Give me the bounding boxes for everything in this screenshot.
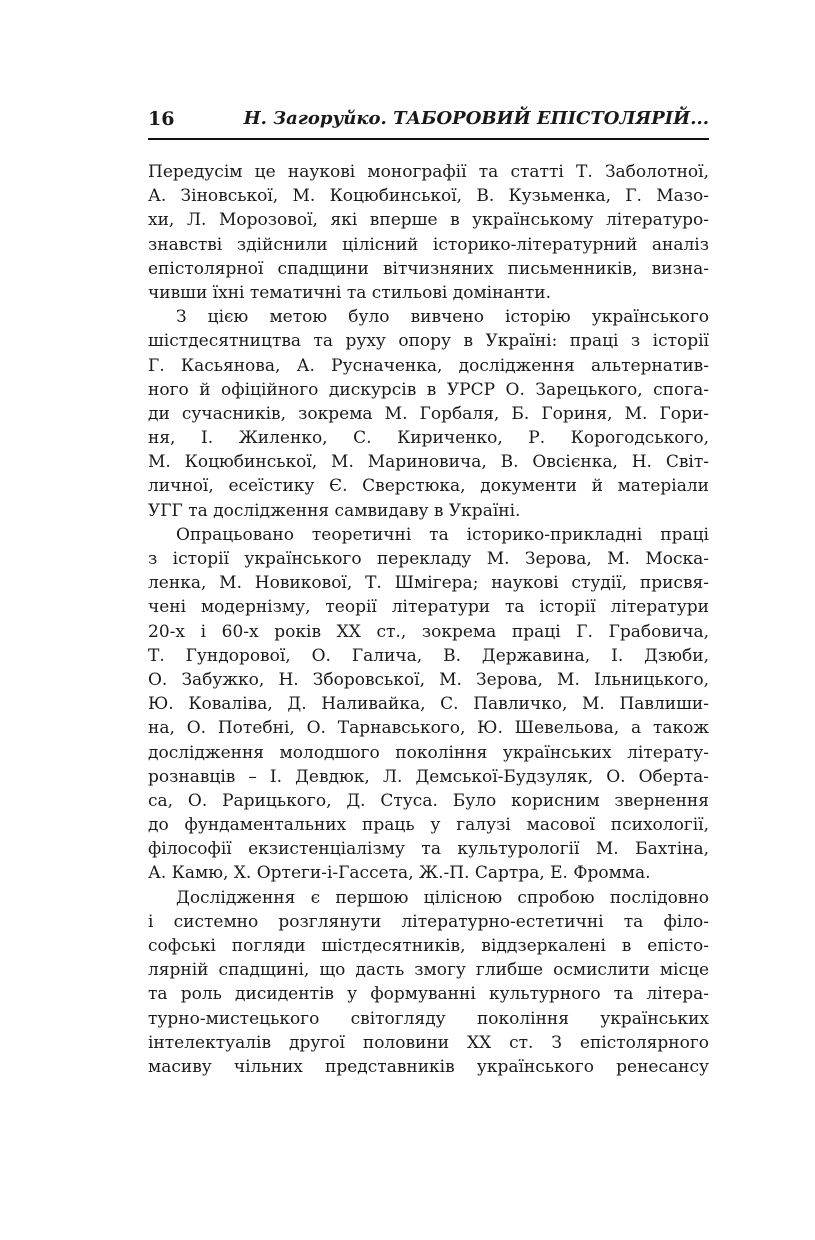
text-line: епістолярної спадщини вітчизняних письменників, визна- [148,258,709,279]
text-line: інтелектуалів другої половини ХХ ст. З епістолярного [148,1032,709,1053]
text-line: ня, І. Жиленко, С. Кириченко, Р. Корогодського, [148,428,709,449]
text-line: УГГ та дослідження самвидаву в Україні. [148,500,521,521]
text-line: рознавців – І. Девдюк, Л. Демської-Будзуляк, О. Оберта- [148,766,709,787]
text-line: шістдесятництва та руху опору в Україні: праці з історії [148,331,709,352]
text-line: лярній спадщині, що дасть змогу глибше осмислити місце [148,960,709,981]
text-line: ди сучасників, зокрема М. Горбаля, Б. Гориня, М. Гори- [148,403,709,424]
text-line: до фундаментальних праць у галузі масової психології, [148,815,709,836]
text-line: софські погляди шістдесятників, віддзеркалені в епісто- [148,936,709,956]
text-line: Дослідження є першою цілісною спробою послідовно [176,887,709,908]
text-line: знавстві здійснили цілісний історико-літературний аналіз [148,234,709,255]
text-line: А. Зіновської, М. Коцюбинської, В. Кузьменка, Г. Мазо- [148,186,709,207]
text-line: са, О. Рарицького, Д. Стуса. Було корисним звернення [148,790,709,811]
text-line: Г. Касьянова, А. Русначенка, дослідження альтернатив- [148,355,709,376]
text-line: Опрацьовано теоретичні та історико-прикладні праці [176,524,709,545]
text-line: з історії українського перекладу М. Зерова, М. Моска- [148,549,709,569]
text-line: Передусім це наукові монографії та статті Т. Заболотної, [148,162,709,182]
text-line: ного й офіційного дискурсів в УРСР О. Зарецького, спога- [148,379,709,400]
text-line: на, О. Потебні, О. Тарнавського, Ю. Шевельова, а також [148,718,709,739]
text-line: 20-х і 60-х років ХХ ст., зокрема праці Г. Грабовича, [148,621,709,642]
text-line: Ю. Коваліва, Д. Наливайка, С. Павличко, М. Павлиши- [148,694,709,715]
text-line: Т. Гундорової, О. Галича, В. Державина, І. Дзюби, [148,645,709,666]
text-line: дослідження молодшого покоління українських літерату- [148,742,709,763]
text-line: личної, есеїстику Є. Сверстюка, документи й матеріали [148,476,709,497]
text-line: М. Коцюбинської, М. Мариновича, В. Овсієнка, Н. Світ- [148,452,709,473]
text-line: і системно розглянути літературно-естетичні та філо- [148,911,709,932]
text-line: чені модернізму, теорії літератури та історії літератури [148,597,709,618]
text-line: З цією метою було вивчено історію українського [176,307,709,328]
text-line: хи, Л. Морозової, які вперше в українському літературо- [148,210,709,231]
text-line: турно-мистецького світогляду покоління українських [148,1008,709,1029]
text-line: О. Забужко, Н. Зборовської, М. Зерова, М. Ільницького, [148,669,709,690]
text-line: чивши їхні тематичні та стильові домінанти. [148,282,552,303]
text-line: масиву чільних представників українського ренесансу [148,1056,709,1077]
text-line: ленка, М. Новикової, Т. Шмігера; наукові студії, присвя- [148,573,709,594]
text-line: філософії екзистенціалізму та культурології М. Бахтіна, [148,839,709,860]
page-number: 16 [148,108,175,130]
body-text [148,160,709,1079]
text-line: та роль дисидентів у формуванні культурного та літера- [148,984,709,1005]
running-header [148,106,709,140]
text-line: А. Камю, Х. Ортеги-і-Гассета, Ж.-П. Сартра, Е. Фромма. [148,863,651,884]
running-title: Н. Загоруйко. ТАБОРОВИЙ ЕПІСТОЛЯРІЙ... [243,108,709,129]
